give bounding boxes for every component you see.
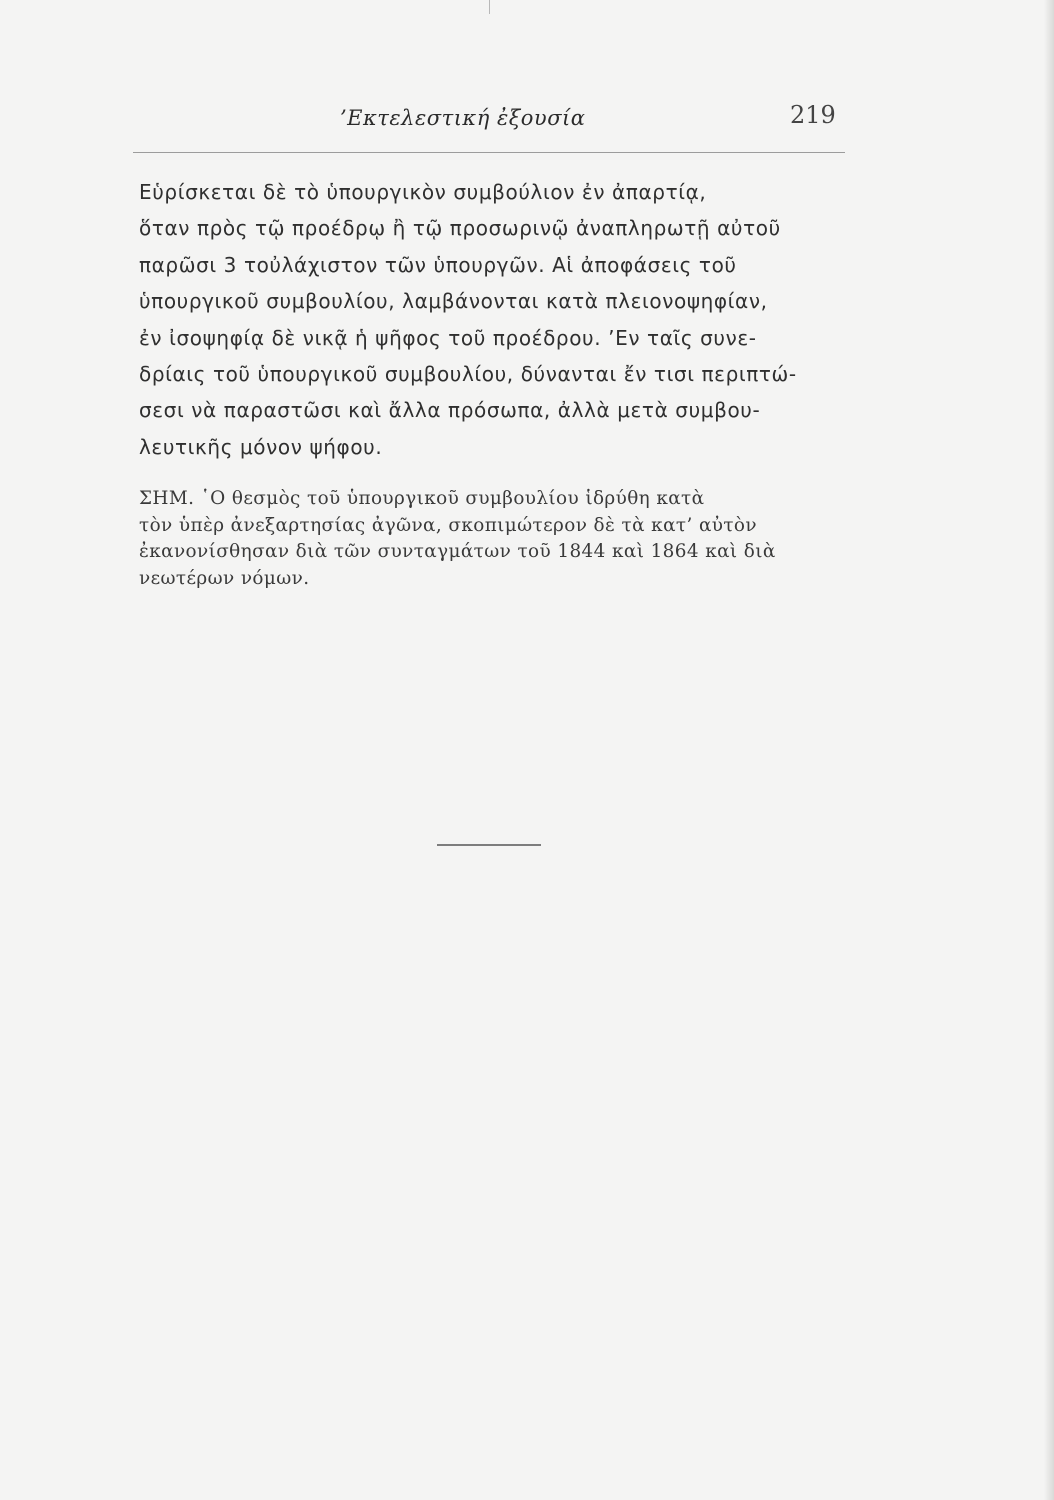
gutter-mark [489,0,490,14]
header-rule [133,152,845,153]
main-paragraph: Εὑρίσκεται δὲ τὸ ὑπουργικὸν συμβούλιον ἐν ἀπαρτίᾳ, ὅταν πρὸς τῷ προέδρῳ ἢ τῷ προσωρινῷ ἀναπληρωτῇ αὐτοῦ παρῶσι 3 τοὐλάχιστον τῶν ὑπουργῶν. Αἱ ἀποφάσεις τοῦ ὑπουργικοῦ συμβουλίου, λαμβάνονται κατὰ πλειονοψηφίαν, ἐν ἰσοψηφίᾳ δὲ νικᾷ ἡ ψῆφος τοῦ προέδρου. ’Εν ταῖς συνε- δρίαις τοῦ ὑπουργικοῦ συμβουλίου, δύνανται ἔν τισι περιπτώ- σεσι νὰ παραστῶσι καὶ ἄλλα πρόσωπα, ἀλλὰ μετὰ συμβου- λευτικῆς μόνον ψήφου. [139,180,797,459]
page-edge [1044,0,1054,1500]
note-paragraph: ΣΗΜ. ῾Ο θεσμὸς τοῦ ὑπουργικοῦ συμβουλίου ἱδρύθη κατὰ τὸν ὑπὲρ ἀνεξαρτησίας ἀγῶνα, σκοπιμώτερον δὲ τὰ κατ’ αὐτὸν ἐκανονίσθησαν διὰ τῶν συνταγμάτων τοῦ 1844 καὶ 1864 καὶ διὰ νεωτέρων νόμων. [139,488,776,589]
page-number: 219 [790,101,836,129]
running-title: ’Εκτελεστική ἐξουσία [340,106,586,130]
end-rule [437,844,541,846]
